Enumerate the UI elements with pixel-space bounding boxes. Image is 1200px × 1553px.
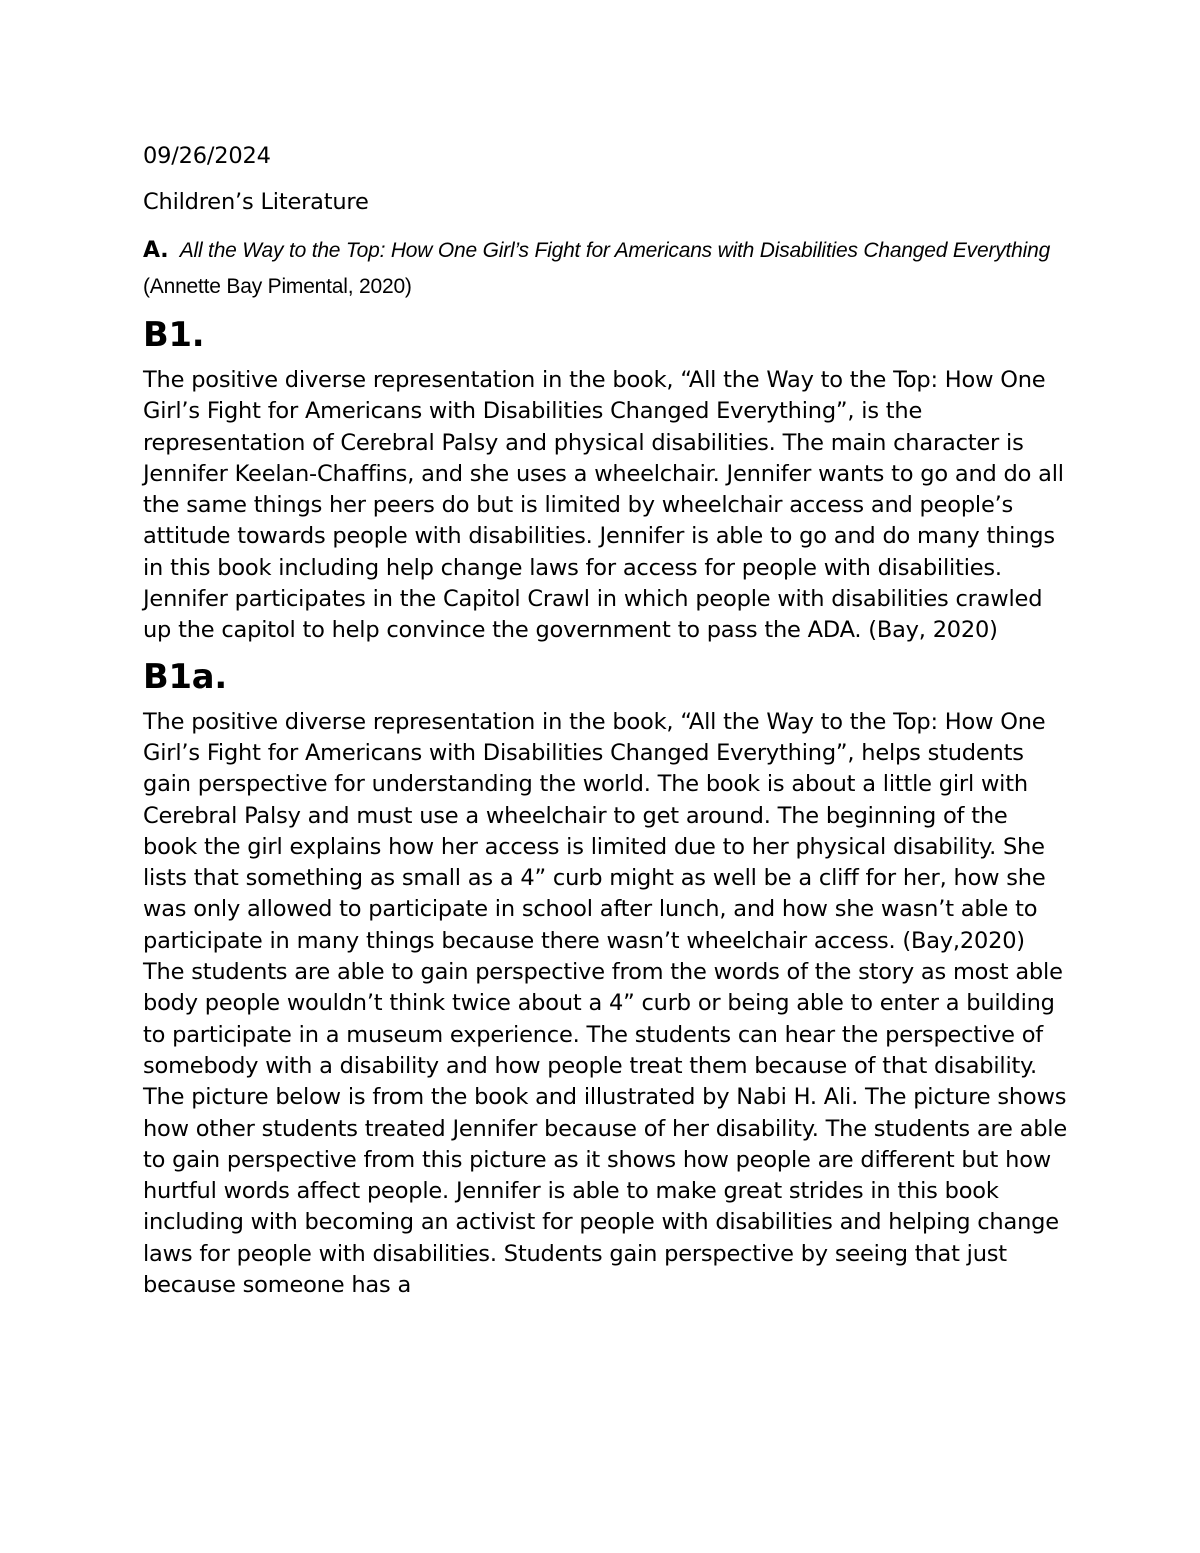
document-body bbox=[143, 141, 1068, 1301]
book-title: All the Way to the Top: How One Girl’s Fight for Americans with Disabilities Changed Everything bbox=[179, 239, 1051, 262]
section-heading-b1a: B1a. bbox=[143, 656, 228, 696]
section-heading-b1: B1. bbox=[143, 315, 205, 354]
book-citation bbox=[143, 233, 1068, 305]
section-paragraph-b1a: The positive diverse representation in the book, “All the Way to the Top: How One Girl’s Fight for Americans with Disabilities Changed Everything”, helps students gain perspective for understanding the world. The book is about a little girl with Cerebral Palsy and must use a wheelchair to get around. The beginning of the book the girl explains how her access is limited due to her physical disability. She lists that something as small as a 4” curb might as well be a cliff for her, how she was only allowed to participate in school after lunch, and how she wasn’t able to participate in many things because there wasn’t wheelchair access. (Bay,2020) The students are able to gain perspective from the words of the story as most able body people wouldn’t think twice about a 4” curb or being able to enter a building to participate in a museum experience. The students can hear the perspective of somebody with a disability and how people treat them because of that disability. The picture below is from the book and illustrated by Nabi H. Ali. The picture shows how other students treated Jennifer because of her disability. The students are able to gain perspective from this picture as it shows how people are different but how hurtful words affect people. Jennifer is able to make great strides in this book including with becoming an activist for people with disabilities and helping change laws for people with disabilities. Students gain perspective by seeing that just because someone has a bbox=[143, 708, 1067, 1299]
section-paragraph-b1: The positive diverse representation in the book, “All the Way to the Top: How One Girl’s Fight for Americans with Disabilities Changed Everything”, is the representation of Cerebral Palsy and physical disabilities. The main character is Jennifer Keelan-Chaffins, and she uses a wheelchair. Jennifer wants to go and do all the same things her peers do but is limited by wheelchair access and people’s attitude towards people with disabilities. Jennifer is able to go and do many things in this book including help change laws for access for people with disabilities. Jennifer participates in the Capitol Crawl in which people with disabilities crawled up the capitol to help convince the government to pass the ADA. (Bay, 2020) bbox=[143, 367, 1064, 644]
citation-letter: A. bbox=[143, 238, 169, 263]
document-date: 09/26/2024 bbox=[143, 143, 271, 169]
course-name: Children’s Literature bbox=[143, 189, 369, 215]
book-author-year: (Annette Bay Pimental, 2020) bbox=[143, 275, 412, 298]
